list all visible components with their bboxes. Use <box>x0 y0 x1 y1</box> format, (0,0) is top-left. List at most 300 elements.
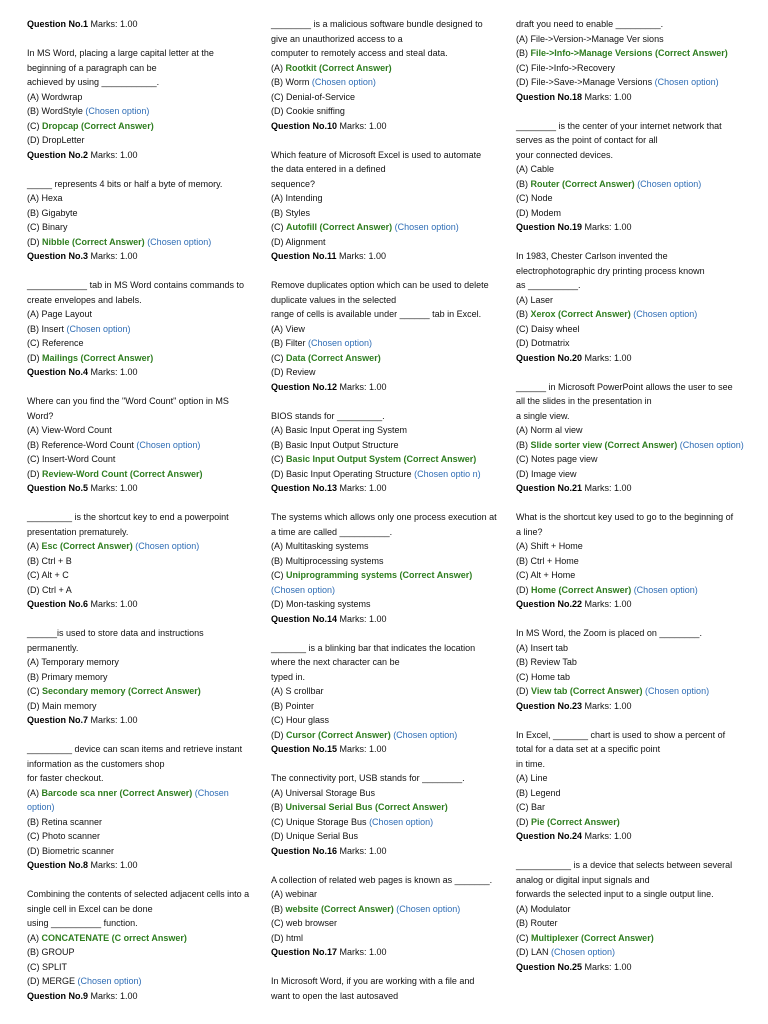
question-marks: Marks: 1.00 <box>88 149 138 160</box>
option-key: (A) <box>27 541 42 551</box>
option-text: Universal Storage Bus <box>285 787 376 798</box>
question-marks: Marks: 1.00 <box>336 251 387 261</box>
chosen-option-tag: (Chosen option) <box>630 309 698 319</box>
answer-option <box>27 931 257 946</box>
question-header <box>27 249 257 264</box>
option-key: (D) <box>271 932 286 943</box>
question-text-line: as __________. <box>516 280 581 290</box>
question-text-line: typed in. <box>271 671 306 682</box>
option-text: Page Layout <box>41 309 93 319</box>
question-text-line: A collection of related web pages is known as _______. <box>271 874 493 885</box>
option-key: (A) <box>516 294 531 305</box>
question-text-line: Combining the contents of selected adjacent cells into a <box>27 889 250 899</box>
question-marks: Marks: 1.00 <box>88 19 138 29</box>
question-number: Question No.16 <box>271 845 338 856</box>
correct-answer: Pie (Correct Answer) <box>531 816 620 827</box>
answer-option <box>27 684 257 699</box>
option-text: Dotmatrix <box>531 338 570 348</box>
question-header <box>27 148 257 163</box>
question-text-line: a time are called __________. <box>271 526 393 537</box>
spacer <box>27 264 257 279</box>
question-number: Question No.4 <box>27 367 89 377</box>
question-header <box>27 597 257 612</box>
option-text: Insert <box>41 323 65 334</box>
answer-option <box>271 539 507 554</box>
chosen-option-tag: (Chosen optio n) <box>411 468 481 479</box>
question-text-line: presentation prematurely. <box>27 526 129 537</box>
answer-option <box>27 133 257 148</box>
question-number: Question No.22 <box>516 599 583 609</box>
question-text-line: beginning of a paragraph can be <box>27 62 157 73</box>
option-key: (C) <box>27 338 42 348</box>
correct-answer: Mailings (Correct Answer) <box>42 352 154 363</box>
spacer <box>271 496 507 511</box>
option-key: (C) <box>271 816 286 827</box>
answer-option <box>271 104 507 119</box>
question-header <box>27 858 257 873</box>
option-text: Reference-Word Count <box>41 439 134 450</box>
option-key: (D) <box>27 845 42 856</box>
option-text: Bar <box>531 802 546 812</box>
chosen-option-tag: (Chosen option) <box>305 338 373 348</box>
answer-option <box>27 336 257 351</box>
spacer <box>271 858 507 873</box>
option-key: (D) <box>516 468 531 479</box>
option-key: (A) <box>516 642 531 653</box>
question-text-line: in time. <box>516 758 546 769</box>
question-marks: Marks: 1.00 <box>582 222 632 232</box>
option-text: WordStyle <box>41 106 83 116</box>
question-text-line: forwards the selected input to a single output line. <box>516 889 714 899</box>
answer-option <box>271 902 507 917</box>
question-number: Question No.21 <box>516 483 583 493</box>
question-header <box>516 960 752 975</box>
question-text-line: Which feature of Microsoft Excel is used to automate <box>271 149 482 160</box>
option-text: Review <box>286 367 316 377</box>
option-text: MERGE <box>42 976 76 986</box>
chosen-option-tag: (Chosen option) <box>309 77 376 87</box>
option-key: (C) <box>271 918 286 928</box>
question-header <box>271 481 507 496</box>
question-text-line: Remove duplicates option which can be used to delete <box>271 280 489 290</box>
question-text-line: duplicate values in the selected <box>271 294 397 305</box>
option-key: (A) <box>516 164 531 174</box>
option-text: Temporary memory <box>41 657 119 667</box>
option-key: (A) <box>271 193 286 203</box>
option-text: Shift + Home <box>530 541 583 551</box>
answer-option <box>27 655 257 670</box>
question-marks: Marks: 1.00 <box>337 483 387 493</box>
option-text: Pointer <box>285 700 315 711</box>
option-text: Insert-Word Count <box>42 454 116 464</box>
correct-answer: Nibble (Correct Answer) <box>42 236 145 247</box>
option-key: (C) <box>27 686 42 696</box>
answer-option <box>27 670 257 685</box>
option-text: DropLetter <box>42 135 85 145</box>
answer-option <box>516 307 752 322</box>
answer-option <box>271 322 507 337</box>
answer-option <box>271 568 507 597</box>
column-left <box>27 17 257 1003</box>
option-key: (A) <box>27 309 42 319</box>
option-key: (B) <box>516 918 531 928</box>
option-text: Home tab <box>531 671 571 682</box>
answer-option <box>516 293 752 308</box>
question-text-line: The connectivity port, USB stands for ________. <box>271 773 465 783</box>
option-key: (B) <box>271 802 286 812</box>
option-text: Hour glass <box>286 715 330 725</box>
answer-option <box>516 61 752 76</box>
option-key: (A) <box>516 425 531 435</box>
question-text-line: _____ represents 4 bits or half a byte of memory. <box>27 178 223 189</box>
option-text: Modulator <box>530 903 571 914</box>
chosen-option-tag: (Chosen option) <box>271 584 336 595</box>
answer-option <box>516 945 752 960</box>
answer-option <box>27 583 257 598</box>
spacer <box>27 380 257 395</box>
correct-answer: Review-Word Count (Correct Answer) <box>42 468 203 479</box>
question-number: Question No.17 <box>271 947 338 957</box>
option-text: Binary <box>42 222 68 232</box>
option-key: (B) <box>271 903 286 914</box>
question-marks: Marks: 1.00 <box>337 845 387 856</box>
option-key: (D) <box>27 236 42 247</box>
question-number: Question No.13 <box>271 483 338 493</box>
question-text-line: sequence? <box>271 178 316 189</box>
question-text-line: In 1983, Chester Carlson invented the <box>516 251 668 261</box>
answer-option <box>516 815 752 830</box>
answer-option <box>27 844 257 859</box>
option-key: (A) <box>271 787 286 798</box>
correct-answer: Basic Input Output System (Correct Answer) <box>286 454 477 464</box>
option-text: Norm al view <box>530 425 583 435</box>
option-text: Worm <box>285 77 310 87</box>
question-marks: Marks: 1.00 <box>88 990 138 1001</box>
option-text: View-Word Count <box>41 425 112 435</box>
option-key: (A) <box>271 686 286 696</box>
correct-answer: Universal Serial Bus (Correct Answer) <box>285 802 448 812</box>
option-key: (D) <box>271 599 286 609</box>
option-text: Alt + Home <box>530 570 576 580</box>
option-key: (A) <box>516 541 531 551</box>
spacer <box>516 612 752 627</box>
question-marks: Marks: 1.00 <box>88 715 138 725</box>
question-text-line: want to open the last autosaved <box>271 990 399 1001</box>
option-key: (C) <box>516 62 531 73</box>
option-text: Retina scanner <box>41 816 103 827</box>
correct-answer: Xerox (Correct Answer) <box>530 309 631 319</box>
option-text: Alt + C <box>41 570 69 580</box>
question-text-line: What is the shortcut key used to go to the beginning of <box>516 512 734 522</box>
answer-option <box>516 423 752 438</box>
option-key: (B) <box>27 439 42 450</box>
correct-answer: Router (Correct Answer) <box>530 178 635 189</box>
spacer <box>27 32 257 47</box>
option-key: (C) <box>27 570 42 580</box>
spacer <box>271 264 507 279</box>
question-header <box>271 249 507 264</box>
option-text: Image view <box>531 468 577 479</box>
question-text-line: for faster checkout. <box>27 773 104 783</box>
option-text: Legend <box>530 787 561 798</box>
correct-answer: Secondary memory (Correct Answer) <box>42 686 201 696</box>
option-key: (B) <box>27 207 42 218</box>
spacer <box>271 626 507 641</box>
option-text: Filter <box>285 338 306 348</box>
chosen-option-tag: (Chosen option) <box>642 686 710 696</box>
option-key: (C) <box>271 715 286 725</box>
option-key: (D) <box>27 976 42 986</box>
column-right <box>516 17 752 974</box>
option-text: Modem <box>531 207 562 218</box>
question-number: Question No.20 <box>516 352 583 363</box>
answer-option <box>516 452 752 467</box>
chosen-option-tag: (Chosen option) <box>677 439 744 450</box>
question-header <box>27 481 257 496</box>
option-text: Mon-tasking systems <box>286 599 371 609</box>
option-key: (B) <box>27 323 42 334</box>
option-text: S crollbar <box>285 686 324 696</box>
chosen-option-tag: (Chosen option) <box>390 729 458 740</box>
question-header <box>516 699 752 714</box>
question-text-line: In Excel, _______ chart is used to show a percent of <box>516 729 726 740</box>
answer-option <box>516 32 752 47</box>
correct-answer: Barcode sca nner (Correct Answer) <box>41 787 193 798</box>
option-key: (C) <box>27 120 42 131</box>
chosen-option-tag: (Chosen option) <box>144 236 212 247</box>
answer-option <box>516 162 752 177</box>
option-key: (A) <box>27 787 42 798</box>
question-marks: Marks: 1.00 <box>88 367 138 377</box>
answer-option <box>27 467 257 482</box>
answer-option <box>271 365 507 380</box>
spacer <box>271 757 507 772</box>
answer-option <box>516 568 752 583</box>
answer-option <box>27 206 257 221</box>
answer-option <box>516 336 752 351</box>
option-key: (A) <box>27 193 42 203</box>
answer-option <box>271 438 507 453</box>
answer-option <box>516 655 752 670</box>
answer-option <box>271 61 507 76</box>
option-key: (A) <box>271 425 286 435</box>
answer-option <box>271 206 507 221</box>
option-key: (C) <box>516 323 531 334</box>
question-number: Question No.15 <box>271 744 338 754</box>
chosen-option-tag: (Chosen option) <box>366 816 434 827</box>
spacer <box>27 873 257 888</box>
question-text-line: total for a data set at a specific point <box>516 744 661 754</box>
spacer <box>516 365 752 380</box>
option-key: (B) <box>516 439 531 450</box>
correct-answer: Autofill (Correct Answer) <box>286 222 393 232</box>
question-text-line: Where can you find the "Word Count" option in MS <box>27 396 229 406</box>
option-text: Biometric scanner <box>42 845 115 856</box>
chosen-option-tag: (Chosen option) <box>652 77 719 87</box>
question-text-line: a line? <box>516 526 543 537</box>
option-text: Wordwrap <box>41 91 83 102</box>
question-marks: Marks: 1.00 <box>88 599 138 609</box>
option-key: (B) <box>27 671 42 682</box>
answer-option <box>271 684 507 699</box>
option-key: (B) <box>27 555 42 566</box>
question-text-line: create envelopes and labels. <box>27 294 142 305</box>
option-key: (D) <box>27 135 42 145</box>
option-text: Laser <box>530 294 554 305</box>
option-key: (B) <box>271 439 286 450</box>
question-number: Question No.14 <box>271 613 338 624</box>
question-header <box>516 829 752 844</box>
option-key: (C) <box>516 932 531 943</box>
option-key: (C) <box>516 570 531 580</box>
question-text-line: where the next character can be <box>271 657 400 667</box>
option-key: (D) <box>271 106 286 116</box>
question-text-line: The systems which allows only one process execution at <box>271 512 497 522</box>
option-text: Node <box>531 193 553 203</box>
option-key: (D) <box>271 831 286 841</box>
option-text: Basic Input Output Structure <box>285 439 399 450</box>
option-text: Unique Serial Bus <box>286 831 359 841</box>
option-text: Basic Input Operat ing System <box>285 425 408 435</box>
option-key: (D) <box>516 584 531 595</box>
question-header <box>271 945 507 960</box>
option-key: (A) <box>516 903 531 914</box>
answer-option <box>27 191 257 206</box>
option-key: (B) <box>27 947 42 957</box>
option-key: (B) <box>271 700 286 711</box>
option-text: Line <box>530 773 548 783</box>
option-text: web browser <box>286 918 338 928</box>
option-key: (B) <box>271 338 286 348</box>
spacer <box>27 496 257 511</box>
answer-option <box>271 90 507 105</box>
correct-answer: View tab (Correct Answer) <box>531 686 643 696</box>
question-marks: Marks: 1.00 <box>337 744 387 754</box>
question-number: Question No.8 <box>27 860 89 870</box>
answer-option <box>271 728 507 743</box>
spacer <box>271 133 507 148</box>
question-text-line: ______ in Microsoft PowerPoint allows the user to see <box>516 381 733 392</box>
option-key: (C) <box>271 352 286 363</box>
correct-answer: File->Info->Manage Versions (Correct Answer) <box>530 48 728 58</box>
question-text-line: single cell in Excel can be done <box>27 903 153 914</box>
answer-option <box>27 974 257 989</box>
question-text-line: ________ is a malicious software bundle designed to <box>271 19 483 29</box>
option-text: Cookie sniffing <box>286 106 345 116</box>
option-key: (B) <box>271 555 286 566</box>
question-text-line: _________ is the shortcut key to end a powerpoint <box>27 512 229 522</box>
answer-option <box>27 220 257 235</box>
option-key: (C) <box>27 961 42 972</box>
question-text-line: all the slides in the presentation in <box>516 396 652 406</box>
question-text-line: computer to remotely access and steal data. <box>271 48 448 58</box>
question-text-line: ________ is the center of your internet network that <box>516 120 722 131</box>
answer-option <box>516 931 752 946</box>
answer-option <box>27 554 257 569</box>
question-marks: Marks: 1.00 <box>337 613 387 624</box>
answer-option <box>516 467 752 482</box>
answer-option <box>27 699 257 714</box>
answer-option <box>516 206 752 221</box>
question-marks: Marks: 1.00 <box>582 483 632 493</box>
option-key: (D) <box>516 947 531 957</box>
question-text-line: _______ is a blinking bar that indicates the location <box>271 642 476 653</box>
question-marks: Marks: 1.00 <box>88 483 138 493</box>
chosen-option-tag: (Chosen option) <box>82 106 150 116</box>
spacer <box>27 728 257 743</box>
option-key: (A) <box>271 889 286 899</box>
correct-answer: website (Correct Answer) <box>285 903 394 914</box>
option-text: File->Info->Recovery <box>531 62 616 73</box>
option-text: Cable <box>530 164 555 174</box>
chosen-option-tag: (Chosen option) <box>631 584 698 595</box>
correct-answer: Dropcap (Correct Answer) <box>42 120 154 131</box>
answer-option <box>271 916 507 931</box>
answer-option <box>27 104 257 119</box>
option-text: Photo scanner <box>42 831 101 841</box>
answer-option <box>516 191 752 206</box>
question-number: Question No.2 <box>27 149 89 160</box>
answer-option <box>516 75 752 90</box>
option-text: Intending <box>285 193 323 203</box>
answer-option <box>516 902 752 917</box>
spacer <box>516 235 752 250</box>
option-text: LAN <box>531 947 549 957</box>
answer-option <box>516 554 752 569</box>
correct-answer: Esc (Correct Answer) <box>41 541 133 551</box>
correct-answer: Multiplexer (Correct Answer) <box>531 932 654 943</box>
question-number: Question No.25 <box>516 961 583 972</box>
answer-option <box>516 800 752 815</box>
question-header <box>516 90 752 105</box>
chosen-option-tag: (Chosen option) <box>392 222 459 232</box>
option-key: (C) <box>27 222 42 232</box>
question-marks: Marks: 1.00 <box>582 961 632 972</box>
question-number: Question No.12 <box>271 381 338 392</box>
option-text: Router <box>530 918 558 928</box>
answer-option <box>516 322 752 337</box>
question-text-line: information as the customers shop <box>27 758 165 769</box>
question-number: Question No.18 <box>516 91 583 102</box>
answer-option <box>271 467 507 482</box>
answer-option <box>271 699 507 714</box>
question-header <box>271 742 507 757</box>
question-text-line: give an unauthorized access to a <box>271 33 403 44</box>
question-text-line: ____________ tab in MS Word contains commands to <box>27 280 244 290</box>
option-key: (B) <box>516 48 531 58</box>
question-marks: Marks: 1.00 <box>582 352 632 363</box>
question-text-line: BIOS stands for _________. <box>271 410 385 421</box>
answer-option <box>27 452 257 467</box>
question-header <box>271 380 507 395</box>
question-header <box>27 365 257 380</box>
spacer <box>271 394 507 409</box>
answer-option <box>27 322 257 337</box>
chosen-option-tag: (Chosen option) <box>133 439 201 450</box>
answer-option <box>516 539 752 554</box>
chosen-option-tag: (Chosen option) <box>548 947 616 957</box>
question-header <box>271 119 507 134</box>
answer-option <box>27 786 257 815</box>
answer-option <box>516 916 752 931</box>
answer-option <box>516 670 752 685</box>
correct-answer: CONCATENATE (C orrect Answer) <box>41 932 187 943</box>
question-number: Question No.3 <box>27 251 89 261</box>
answer-option <box>271 351 507 366</box>
answer-option <box>271 786 507 801</box>
spacer <box>27 612 257 627</box>
option-key: (D) <box>271 729 286 740</box>
